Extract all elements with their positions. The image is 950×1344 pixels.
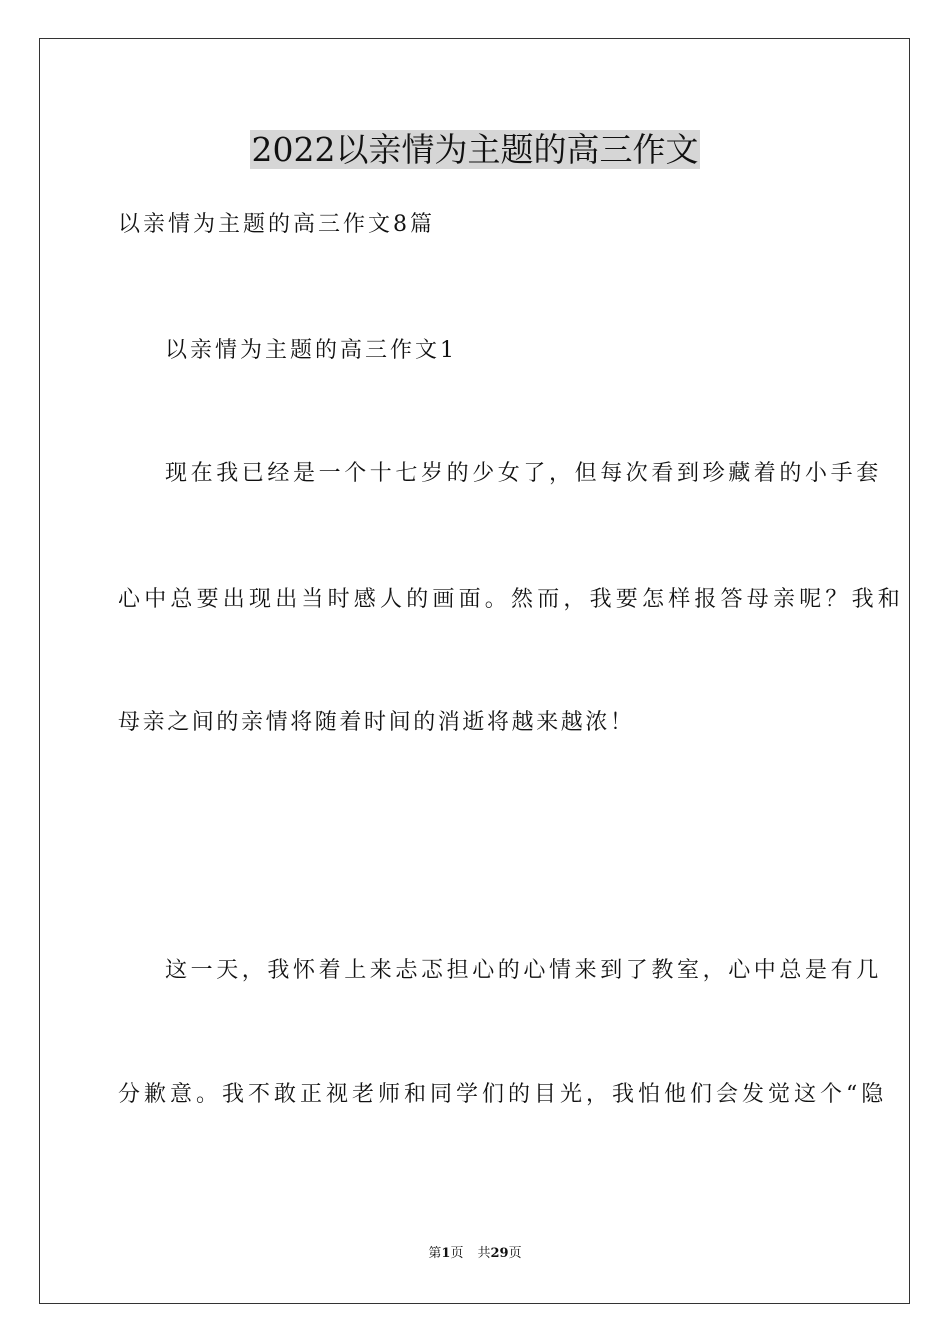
footer-total-prefix: 共 [477,1246,491,1261]
footer-total-suffix: 页 [508,1246,522,1261]
paragraph-line: 现在我已经是一个十七岁的少女了，但每次看到珍藏着的小手套 [165,461,882,486]
footer-page-number: 1 [441,1246,451,1261]
document-title [0,128,950,172]
paragraph-line: 母亲之间的亲情将随着时间的消逝将越来越浓！ [118,710,635,735]
page-footer [0,1245,950,1263]
footer-page-prefix: 第 [428,1246,442,1261]
paragraph-line: 分歉意。我不敢正视老师和同学们的目光，我怕他们会发觉这个“隐 [118,1082,888,1107]
document-title-text: 2022以亲情为主题的高三作文 [251,130,699,169]
paragraph-line: 这一天，我怀着上来忐忑担心的心情来到了教室，心中总是有几 [165,958,882,983]
paragraph-line: 心中总要出现出当时感人的画面。然而，我要怎样报答母亲呢？我和 [118,587,905,612]
footer-page-suffix: 页 [450,1246,464,1261]
footer-total-pages: 29 [490,1246,509,1261]
section-heading: 以亲情为主题的高三作文1 [165,338,457,363]
document-subtitle: 以亲情为主题的高三作文8篇 [118,212,435,237]
